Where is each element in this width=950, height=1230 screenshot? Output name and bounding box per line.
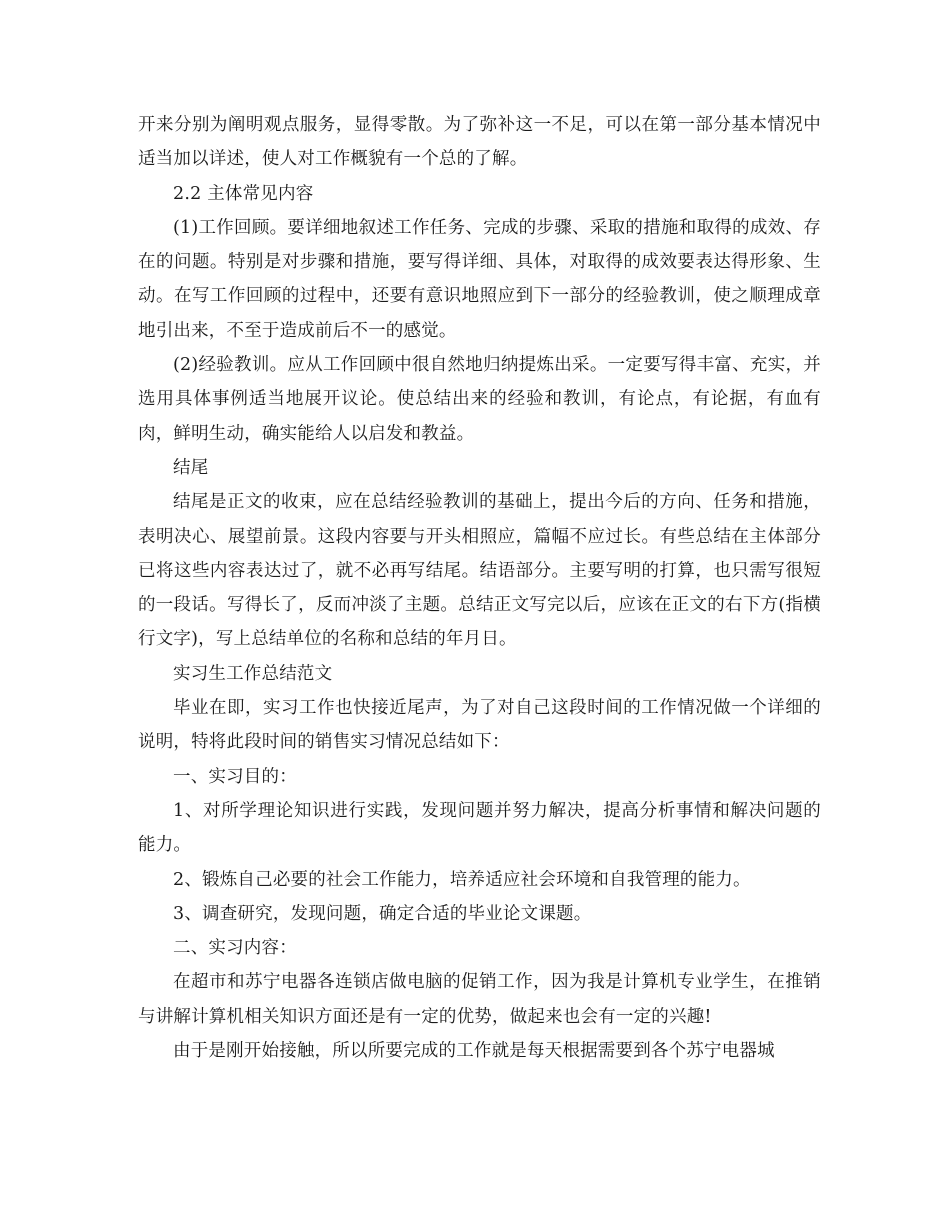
paragraph-ending: 结尾是正文的收束，应在总结经验教训的基础上，提出今后的方向、任务和措施，表明决心、展望前景。这段内容要与开头相照应，篇幅不应过长。有些总结在主体部分已将这些内容表达过了，就不必再写结尾。结语部分。主要写明的打算，也只需写很短的一段话。写得长了，反而冲淡了主题。总结正文写完以后，应该在正文的右下方(指横行文字)，写上总结单位的名称和总结的年月日。 <box>138 492 821 650</box>
paragraph-work-review: (1)工作回顾。要详细地叙述工作任务、完成的步骤、采取的措施和取得的成效、存在的问题。特别是对步骤和措施，要写得详细、具体，对取得的成效要表达得形象、生动。在写工作回顾的过程中，还要有意识地照应到下一部分的经验教训，使之顺理成章地引出来，不至于造成前后不一的感觉。 <box>138 217 821 341</box>
paragraph-content-2: 由于是刚开始接触，所以所要完成的工作就是每天根据需要到各个苏宁电器城 <box>173 1041 775 1062</box>
section-heading-ending: 结尾 <box>173 457 209 478</box>
section-heading-intern-summary: 实习生工作总结范文 <box>173 663 333 684</box>
section-heading-purpose: 一、实习目的： <box>173 766 297 787</box>
paragraph-content-1: 在超市和苏宁电器各连锁店做电脑的促销工作，因为我是计算机专业学生，在推销与讲解计算机相关知识方面还是有一定的优势，做起来也会有一定的兴趣! <box>138 972 821 1027</box>
list-item-purpose-2: 2、锻炼自己必要的社会工作能力，培养适应社会环境和自我管理的能力。 <box>173 869 751 890</box>
paragraph-continuation: 开来分别为阐明观点服务，显得零散。为了弥补这一不足，可以在第一部分基本情况中适当加以详述，使人对工作概貌有一个总的了解。 <box>138 115 821 170</box>
list-item-purpose-3: 3、调查研究，发现问题，确定合适的毕业论文课题。 <box>173 903 592 924</box>
list-item-purpose-1: 1、对所学理论知识进行实践，发现问题并努力解决，提高分析事情和解决问题的能力。 <box>138 800 821 856</box>
paragraph-intro: 毕业在即，实习工作也快接近尾声，为了对自己这段时间的工作情况做一个详细的说明，特将此段时间的销售实习情况总结如下： <box>138 698 821 753</box>
paragraph-lessons-learned: (2)经验教训。应从工作回顾中很自然地归纳提炼出采。一定要写得丰富、充实，并选用具体事例适当地展开议论。使总结出来的经验和教训，有论点，有论据，有血有肉，鲜明生动，确实能给人以启发和教益。 <box>138 355 821 444</box>
section-heading-content: 二、实习内容： <box>173 938 297 959</box>
document-body <box>138 108 821 1068</box>
section-heading-main-content: 2.2 主体常见内容 <box>173 183 314 204</box>
